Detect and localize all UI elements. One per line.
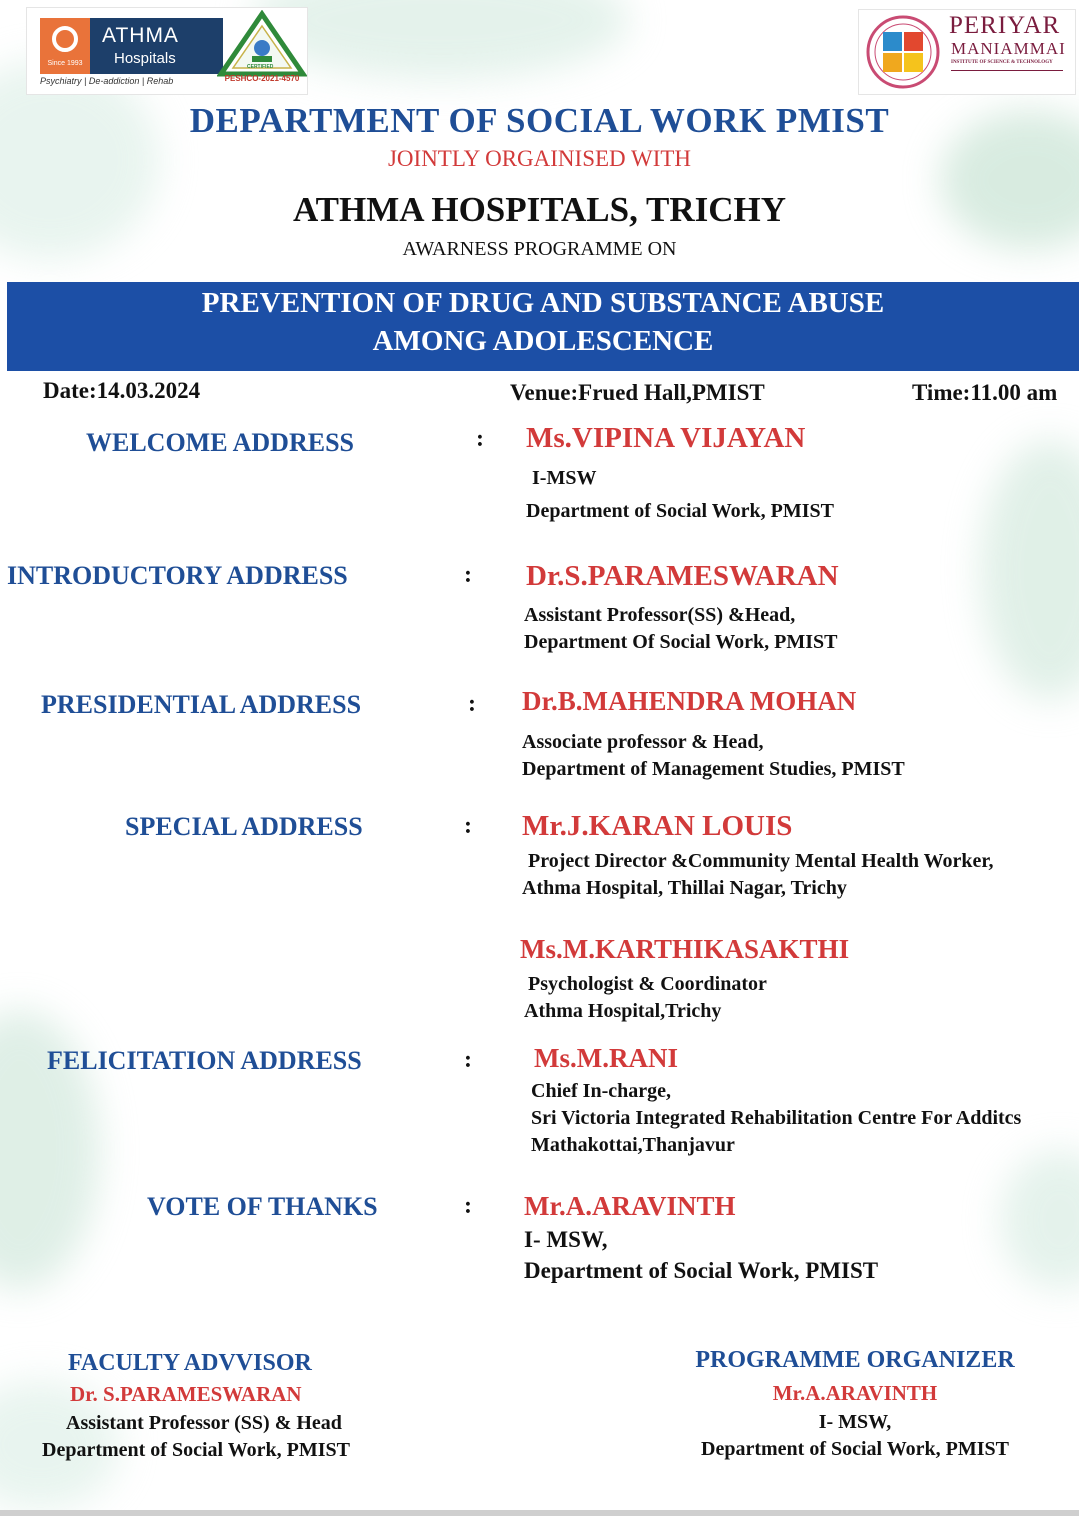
speaker-detail: Athma Hospital, Thillai Nagar, Trichy xyxy=(522,877,847,899)
colon: : xyxy=(476,426,484,452)
athma-logo-mark xyxy=(40,18,90,74)
speaker-detail: Sri Victoria Integrated Rehabilitation Centre For Additcs xyxy=(531,1107,1022,1129)
topic-line1: PREVENTION OF DRUG AND SUBSTANCE ABUSE xyxy=(201,287,885,319)
peshco-code: PESHCO-2021-4570 xyxy=(224,74,300,83)
topic-banner xyxy=(7,282,1079,371)
event-venue: Venue:Frued Hall,PMIST xyxy=(510,380,765,405)
colon: : xyxy=(464,813,472,839)
athma-sub: Hospitals xyxy=(114,50,176,67)
colon: : xyxy=(464,1047,472,1073)
periyar-line2: MANIAMMAI xyxy=(951,39,1066,58)
speaker-name: Ms.M.RANI xyxy=(534,1043,678,1073)
role-introductory: INTRODUCTORY ADDRESS xyxy=(7,561,348,590)
watercolor-wash xyxy=(1000,1150,1079,1290)
speaker-detail: Department of Social Work, PMIST xyxy=(524,1258,879,1283)
speaker-detail: Chief In-charge, xyxy=(531,1080,671,1102)
role-special: SPECIAL ADDRESS xyxy=(125,812,363,841)
faculty-advisor-title: FACULTY ADVVISOR xyxy=(68,1350,312,1376)
department-title: DEPARTMENT OF SOCIAL WORK PMIST xyxy=(189,101,890,140)
speaker-detail: Department of Management Studies, PMIST xyxy=(522,758,905,780)
role-presidential: PRESIDENTIAL ADDRESS xyxy=(41,690,362,719)
programme-organizer-detail: Department of Social Work, PMIST xyxy=(701,1438,1009,1460)
watercolor-wash xyxy=(980,440,1079,700)
hospital-title: ATHMA HOSPITALS, TRICHY xyxy=(292,190,786,229)
periyar-line3: INSTITUTE OF SCIENCE & TECHNOLOGY xyxy=(951,60,1053,65)
peshco-certified: CERTIFIED xyxy=(247,64,274,70)
faculty-advisor-detail: Department of Social Work, PMIST xyxy=(42,1439,350,1461)
periyar-divider xyxy=(951,70,1063,71)
role-vote-of-thanks: VOTE OF THANKS xyxy=(147,1192,378,1221)
colon: : xyxy=(464,1193,472,1219)
peshco-certified-logo xyxy=(217,10,307,82)
periyar-logo xyxy=(858,9,1076,95)
athma-logo-badge xyxy=(40,18,223,74)
speaker-detail: Department Of Social Work, PMIST xyxy=(524,631,838,653)
speaker-detail: Mathakottai,Thanjavur xyxy=(531,1134,735,1156)
speaker-detail: Department of Social Work, PMIST xyxy=(526,500,834,522)
speaker-name: Dr.B.MAHENDRA MOHAN xyxy=(522,686,857,716)
event-time: Time:11.00 am xyxy=(912,380,1058,405)
event-date: Date:14.03.2024 xyxy=(43,378,201,403)
athma-since: Since 1993 xyxy=(47,60,83,67)
role-felicitation: FELICITATION ADDRESS xyxy=(47,1046,362,1075)
programme-organizer-title: PROGRAMME ORGANIZER xyxy=(695,1347,1015,1373)
programme-label: AWARNESS PROGRAMME ON xyxy=(402,238,677,260)
athma-tagline: Psychiatry | De-addiction | Rehab xyxy=(40,76,174,86)
programme-organizer-detail: I- MSW, xyxy=(818,1411,892,1433)
speaker-detail: Athma Hospital,Trichy xyxy=(524,1000,722,1022)
periyar-line1: PERIYAR xyxy=(949,12,1061,39)
speaker-name: Ms.VIPINA VIJAYAN xyxy=(526,422,806,454)
colon: : xyxy=(468,691,476,717)
jointly-organised: JOINTLY ORGAINISED WITH xyxy=(387,146,692,171)
topic-line2: AMONG ADOLESCENCE xyxy=(372,325,714,357)
speaker-name: Ms.M.KARTHIKASAKTHI xyxy=(520,934,850,964)
speaker-detail: Assistant Professor(SS) &Head, xyxy=(524,604,796,626)
faculty-advisor-name: Dr. S.PARAMESWARAN xyxy=(70,1382,302,1406)
athma-logo-icon xyxy=(52,26,78,52)
speaker-detail: I- MSW, xyxy=(524,1227,608,1252)
periyar-emblem-icon xyxy=(865,14,941,90)
speaker-detail: I-MSW xyxy=(532,467,597,489)
speaker-detail: Associate professor & Head, xyxy=(522,731,764,753)
athma-name: ATHMA xyxy=(102,24,179,47)
speaker-detail: Project Director &Community Mental Health Worker, xyxy=(528,850,994,872)
colon: : xyxy=(464,562,472,588)
speaker-name: Mr.A.ARAVINTH xyxy=(524,1191,736,1221)
speaker-name: Mr.J.KARAN LOUIS xyxy=(522,810,793,842)
role-welcome: WELCOME ADDRESS xyxy=(86,428,354,457)
speaker-detail: Psychologist & Coordinator xyxy=(528,973,767,995)
programme-organizer-block xyxy=(690,1347,1020,1463)
speaker-name: Dr.S.PARAMESWARAN xyxy=(526,560,839,592)
programme-organizer-name: Mr.A.ARAVINTH xyxy=(772,1381,938,1405)
athma-logo xyxy=(26,7,308,95)
bottom-border xyxy=(0,1510,1079,1516)
faculty-advisor-detail: Assistant Professor (SS) & Head xyxy=(66,1412,342,1434)
